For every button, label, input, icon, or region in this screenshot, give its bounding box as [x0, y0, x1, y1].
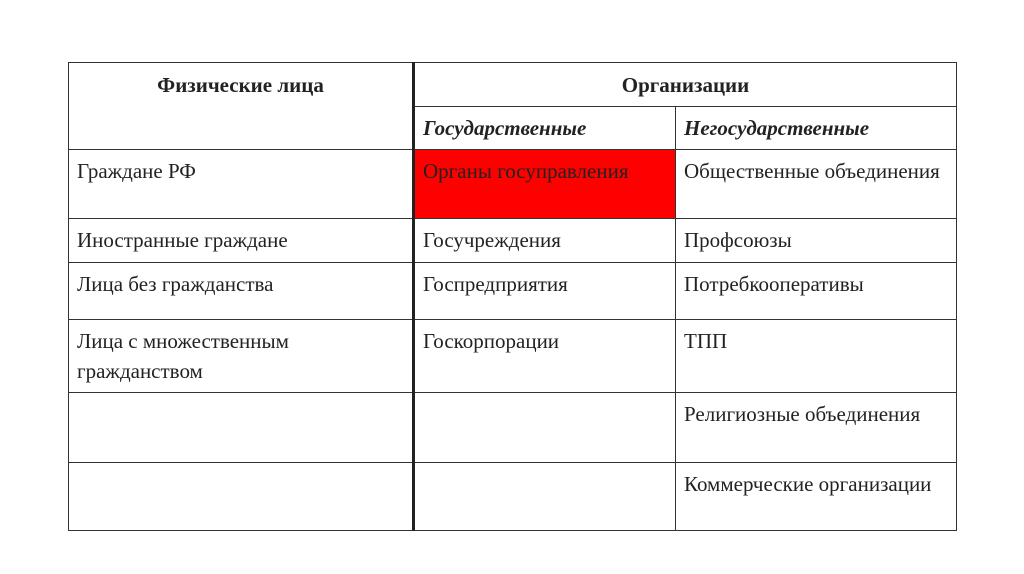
- subheader-non-state: [676, 107, 957, 150]
- cell-individuals: [69, 463, 414, 531]
- cell-state: [414, 219, 676, 263]
- cell-individuals: [69, 219, 414, 263]
- cell-non-state-text: Религиозные объединения: [684, 402, 921, 426]
- cell-non-state-text: Общественные объединения: [684, 159, 940, 183]
- table-row: [69, 393, 957, 463]
- cell-non-state: [676, 150, 957, 219]
- header-individuals: [69, 63, 414, 150]
- header-individuals-label: Физические лица: [157, 73, 324, 97]
- cell-state: [414, 463, 676, 531]
- cell-individuals-text: Иностранные граждане: [77, 228, 288, 252]
- cell-state-text: Органы госуправления: [423, 159, 629, 183]
- cell-non-state: [676, 263, 957, 320]
- cell-non-state: [676, 320, 957, 393]
- header-organizations: [414, 63, 957, 107]
- cell-individuals-text: Граждане РФ: [77, 159, 196, 183]
- cell-non-state: [676, 219, 957, 263]
- cell-individuals-text: Лица с множественным гражданством: [77, 329, 289, 383]
- cell-individuals: [69, 393, 414, 463]
- cell-state-text: Госкорпорации: [423, 329, 560, 353]
- cell-non-state: [676, 393, 957, 463]
- table-row: [69, 150, 957, 219]
- cell-non-state-text: ТПП: [684, 329, 728, 353]
- cell-state: [414, 320, 676, 393]
- cell-non-state-text: Профсоюзы: [684, 228, 792, 252]
- cell-individuals-text: Лица без гражданства: [77, 272, 274, 296]
- cell-individuals: [69, 150, 414, 219]
- subheader-non-state-label: Негосударственные: [684, 116, 870, 140]
- subheader-state-label: Государственные: [423, 116, 587, 140]
- cell-individuals: [69, 320, 414, 393]
- table-row: [69, 263, 957, 320]
- header-organizations-label: Организации: [621, 73, 750, 97]
- cell-state-text: Госучреждения: [423, 228, 561, 252]
- cell-non-state-text: Потребкооперативы: [684, 272, 864, 296]
- table-row: [69, 463, 957, 531]
- cell-non-state: [676, 463, 957, 531]
- table-header-row: [69, 63, 957, 107]
- subheader-state: [414, 107, 676, 150]
- cell-state-text: Госпредприятия: [423, 272, 568, 296]
- table-row: [69, 320, 957, 393]
- cell-state-highlighted: [414, 150, 676, 219]
- cell-individuals: [69, 263, 414, 320]
- cell-state: [414, 393, 676, 463]
- cell-state: [414, 263, 676, 320]
- subjects-table: [68, 62, 957, 531]
- table-row: [69, 219, 957, 263]
- cell-non-state-text: Коммерческие организации: [684, 472, 932, 496]
